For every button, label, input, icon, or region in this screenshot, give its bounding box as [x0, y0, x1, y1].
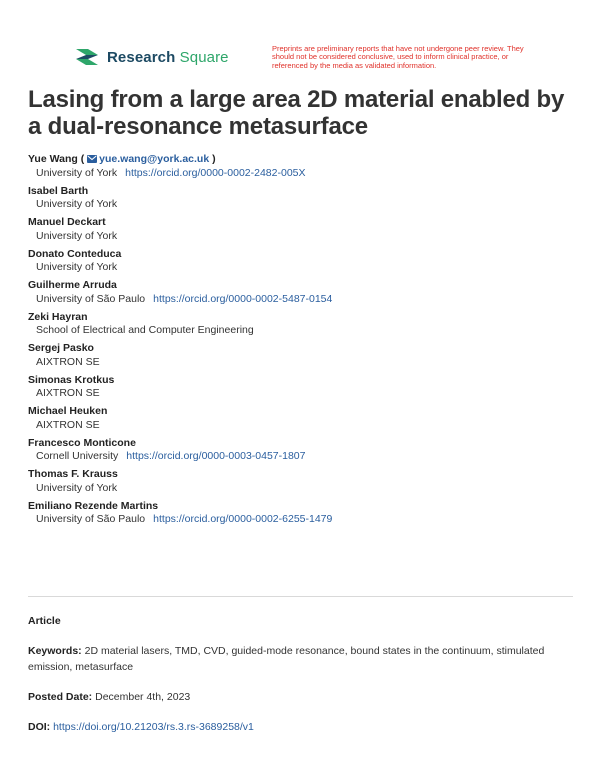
author-name-line [28, 500, 578, 514]
posted-date [28, 689, 573, 705]
author-list [28, 153, 578, 531]
author-name: Francesco Monticone [28, 436, 136, 449]
author-affiliation-line [28, 387, 578, 405]
author-affiliation-line [28, 482, 578, 500]
author-name: Isabel Barth [28, 184, 89, 197]
logo-text-square: Square [179, 48, 229, 66]
author-affiliation: University of São Paulo [36, 513, 146, 525]
author-affiliation-line [28, 167, 578, 185]
author-name: Yue Wang [28, 153, 78, 165]
author-entry [28, 153, 578, 185]
author-affiliation: AIXTRON SE [36, 355, 100, 368]
author-name: Emiliano Rezende Martins [28, 499, 159, 512]
doi-link[interactable]: https://doi.org/10.21203/rs.3.rs-3689258/v1 [53, 721, 254, 733]
author-name: Sergej Pasko [28, 342, 94, 354]
envelope-icon [87, 155, 97, 163]
author-affiliation: Cornell University [36, 450, 119, 462]
author-email-link[interactable]: yue.wang@york.ac.uk [99, 153, 210, 165]
keywords-value: 2D material lasers, TMD, CVD, guided-mode resonance, bound states in the continuum, stimulated emission, metasurface [28, 645, 545, 673]
article-type: Article [28, 615, 61, 627]
author-name-line [28, 468, 578, 482]
author-name-line [28, 342, 578, 356]
author-entry [28, 468, 578, 500]
author-affiliation-line [28, 356, 578, 374]
author-entry [28, 311, 578, 343]
author-name-line [28, 248, 578, 262]
orcid-link[interactable]: https://orcid.org/0000-0002-2482-005X [125, 166, 306, 179]
author-name: Zeki Hayran [28, 310, 88, 323]
author-name-line [28, 374, 578, 388]
author-affiliation: University of York [36, 261, 118, 273]
author-entry [28, 342, 578, 374]
divider [28, 596, 573, 597]
author-name-line: Yue Wang ( yue.wang@york.ac.uk ) [28, 153, 216, 165]
author-name: Michael Heuken [28, 405, 108, 417]
keywords-label: Keywords: [28, 645, 82, 657]
author-name-line [28, 437, 578, 451]
logo-wordmark [107, 49, 229, 66]
author-affiliation-line [28, 450, 578, 468]
paper-title: Lasing from a large area 2D material enabled by a dual-resonance metasurface [28, 86, 565, 140]
author-entry [28, 248, 578, 280]
logo-text-research: Research [107, 48, 176, 66]
author-affiliation-line [28, 324, 578, 342]
author-affiliation: AIXTRON SE [36, 418, 100, 431]
author-affiliation: University of York [36, 229, 118, 242]
research-square-logo-icon [74, 47, 100, 67]
author-entry [28, 437, 578, 469]
author-entry [28, 374, 578, 406]
author-name: Manuel Deckart [28, 216, 106, 228]
author-name-line [28, 311, 578, 325]
author-affiliation: University of York [36, 481, 118, 494]
preprint-disclaimer: Preprints are preliminary reports that have not undergone peer review. They should not be considered conclusive, used to inform clinical practice, or referenced by the media as validated information. [272, 44, 524, 70]
author-name: Thomas F. Krauss [28, 468, 118, 480]
orcid-link[interactable]: https://orcid.org/0000-0002-6255-1479 [153, 513, 333, 525]
posted-date-label: Posted Date: [28, 691, 93, 703]
author-name: Simonas Krotkus [28, 373, 115, 386]
author-affiliation-line [28, 293, 578, 311]
author-affiliation-line [28, 513, 578, 531]
author-affiliation: University of York [36, 166, 118, 179]
author-name-line [28, 216, 578, 230]
author-name-line [28, 185, 578, 199]
orcid-link[interactable]: https://orcid.org/0000-0002-5487-0154 [153, 292, 333, 305]
posted-date-value: December 4th, 2023 [95, 691, 191, 703]
author-affiliation-line [28, 261, 578, 279]
author-name-line [28, 405, 578, 419]
author-affiliation: University of São Paulo [36, 292, 146, 305]
author-affiliation-line [28, 419, 578, 437]
author-affiliation: AIXTRON SE [36, 387, 100, 399]
author-entry [28, 405, 578, 437]
author-name: Donato Conteduca [28, 247, 122, 260]
author-entry [28, 185, 578, 217]
author-name-line [28, 279, 578, 293]
author-entry [28, 216, 578, 248]
doi [28, 719, 573, 735]
author-affiliation: School of Electrical and Computer Engineering [36, 324, 254, 336]
author-affiliation: University of York [36, 198, 118, 210]
orcid-link[interactable]: https://orcid.org/0000-0003-0457-1807 [126, 450, 306, 462]
author-affiliation-line [28, 198, 578, 216]
doi-label: DOI: [28, 721, 51, 733]
research-square-logo[interactable] [74, 47, 229, 67]
author-affiliation-line [28, 230, 578, 248]
author-entry [28, 500, 578, 532]
keywords [28, 643, 573, 675]
author-entry [28, 279, 578, 311]
author-name: Guilherme Arruda [28, 279, 117, 291]
